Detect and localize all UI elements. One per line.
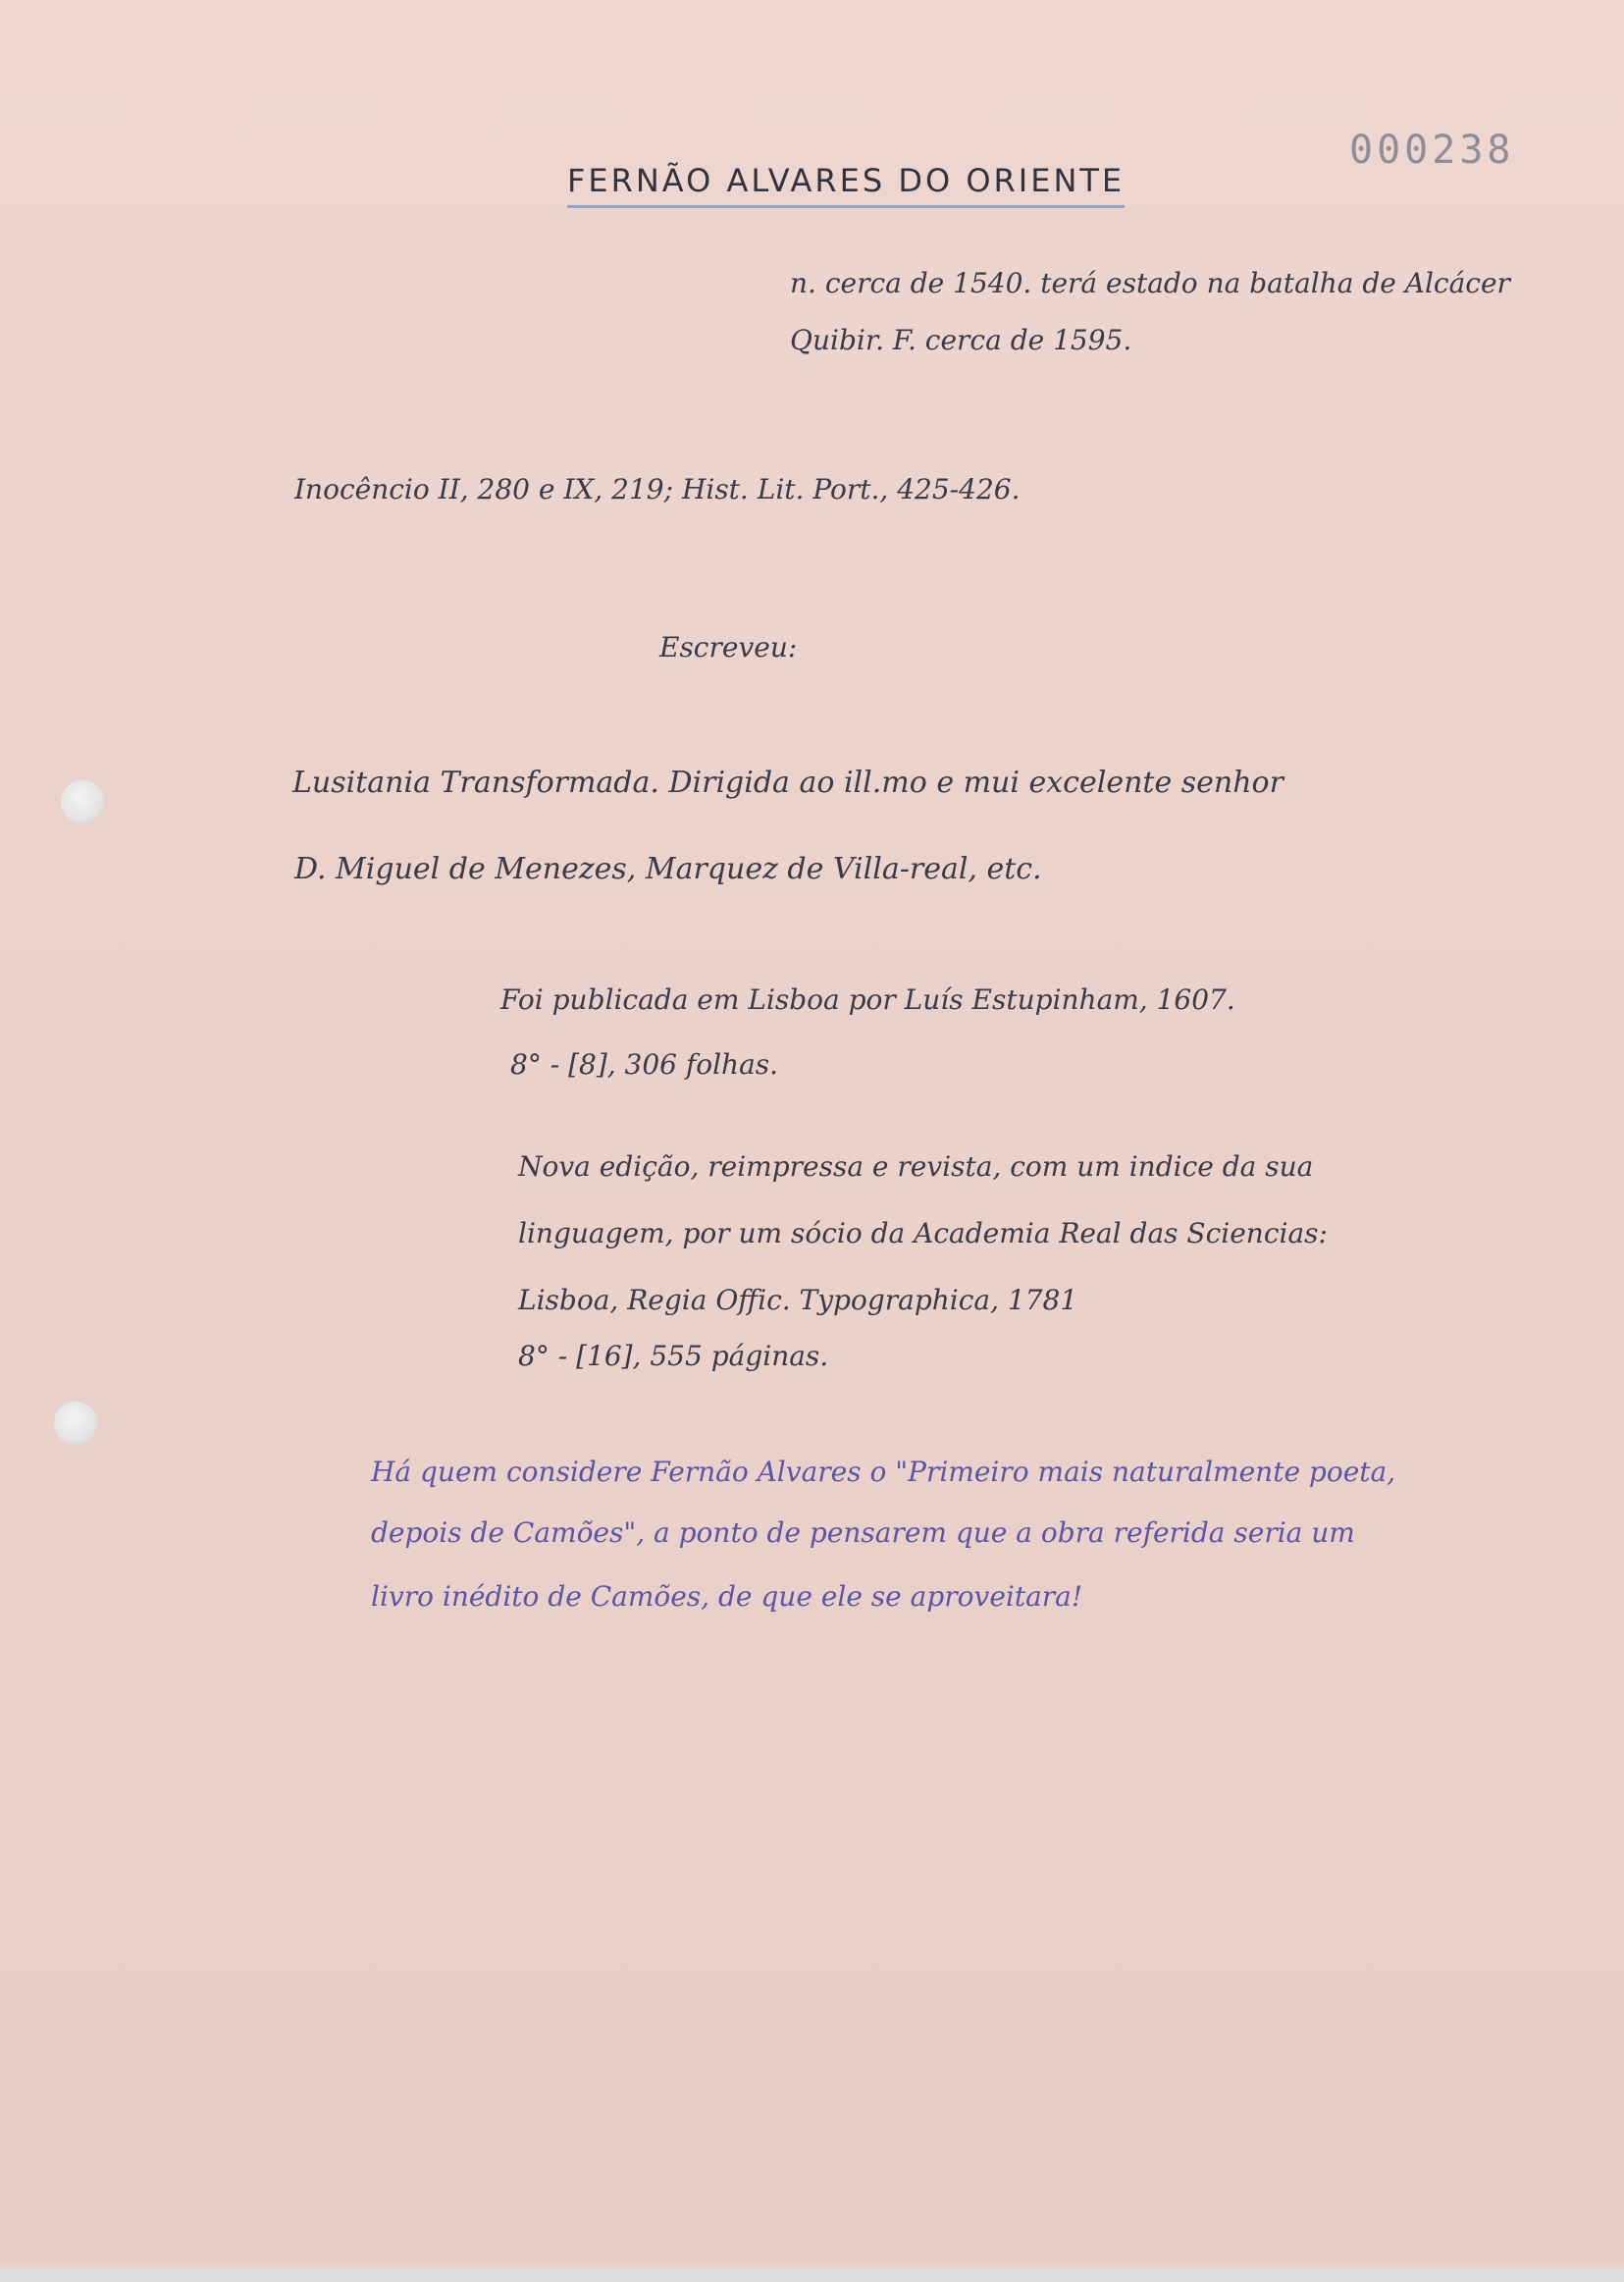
section-heading: Escreveu: [659, 631, 798, 663]
scan-edge [0, 2268, 1624, 2282]
edition-2-line-1: Nova edição, reimpressa e revista, com um indice da sua [518, 1150, 1314, 1183]
note-line-3: livro inédito de Camões, de que ele se aproveitara! [371, 1580, 1083, 1613]
edition-2-line-2: linguagem, por um sócio da Academia Real das Sciencias: [518, 1217, 1328, 1249]
bio-line-2: Quibir. F. cerca de 1595. [790, 324, 1132, 356]
edition-1-line-2: 8° - [8], 306 folhas. [510, 1048, 779, 1081]
work-title-line-1: Lusitania Transformada. Dirigida ao ill.mo e mui excelente senhor [292, 766, 1283, 800]
note-line-2: depois de Camões", a ponto de pensarem que a obra referida seria um [371, 1516, 1355, 1549]
references-line: Inocêncio II, 280 e IX, 219; Hist. Lit. Port., 425-426. [294, 473, 1021, 505]
edition-2-line-4: 8° - [16], 555 páginas. [518, 1340, 829, 1372]
bio-line-1: n. cerca de 1540. terá estado na batalha de Alcácer [790, 267, 1510, 299]
punch-hole-bottom [54, 1402, 97, 1445]
edition-1-line-1: Foi publicada em Lisboa por Luís Estupinham, 1607. [500, 983, 1235, 1016]
edition-2-line-3: Lisboa, Regia Offic. Typographica, 1781 [518, 1284, 1078, 1316]
work-title-line-2: D. Miguel de Menezes, Marquez de Villa-real, etc. [294, 852, 1042, 886]
page-title: FERNÃO ALVARES DO ORIENTE [567, 162, 1125, 208]
note-line-1: Há quem considere Fernão Alvares o "Primeiro mais naturalmente poeta, [371, 1456, 1396, 1488]
serial-number: 000238 [1349, 128, 1515, 173]
punch-hole-top [61, 780, 104, 823]
